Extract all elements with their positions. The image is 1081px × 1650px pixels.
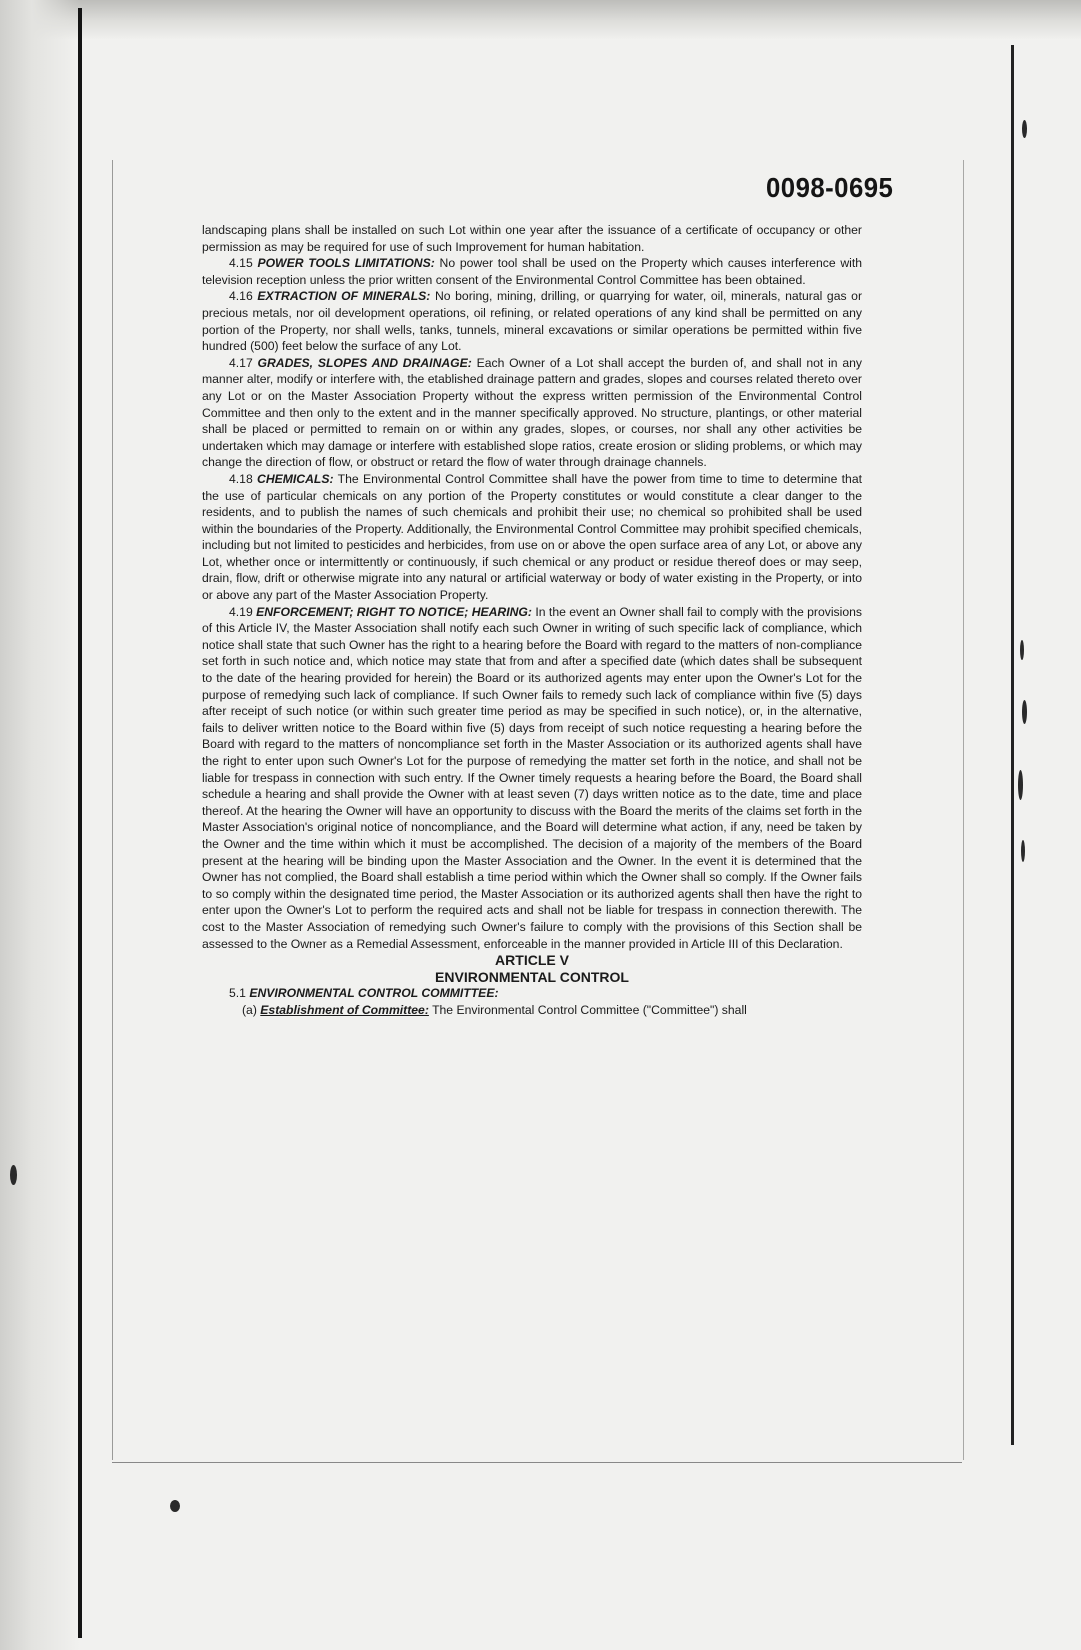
scan-mark bbox=[1021, 840, 1025, 862]
section-text: Each Owner of a Lot shall accept the burden of, and shall not in any manner alter, modify or interfere with, the etablished drainage pattern and grades, slopes and courses related thereto over any Lot or on the Master Association Property without the express written permission of the Environmental Control Committee and then only to the extent and in the manner specifically approved. No structure, plantings, or other material shall be placed or permitted to remain on or within any grades, slopes, or courses, nor shall any other activities be undertaken which may damage or interfere with established slope ratios, create erosion or sliding problems, or which may change the direction of flow, or obstruct or retard the flow of water through drainage channels. bbox=[202, 355, 863, 470]
section-4-19 bbox=[202, 604, 862, 952]
section-number: 4.15 bbox=[229, 256, 258, 271]
scan-shadow-left bbox=[0, 0, 80, 1650]
subsection-a bbox=[202, 1002, 862, 1019]
section-number: 4.18 bbox=[229, 471, 258, 486]
document-body bbox=[202, 222, 862, 1019]
page-edge-bottom bbox=[112, 1462, 962, 1463]
section-4-16 bbox=[202, 288, 862, 354]
section-heading: ENVIRONMENTAL CONTROL COMMITTEE: bbox=[249, 986, 499, 1001]
subsection-text: The Environmental Control Committee ("Committee") shall bbox=[428, 1002, 747, 1017]
page-edge-left bbox=[112, 160, 113, 1460]
scan-mark bbox=[1022, 120, 1027, 138]
section-text: The Environmental Control Committee shall have the power from time to time to determine that the use of particular chemicals on any portion of the Property constitutes or would constitute a clear danger to the residents, and to publish the names of such chemicals and prohibit their use; no chemical so prohibited shall be used within the boundaries of the Property. Additionally, the Environmental Control Committee may prohibit specified chemicals, including but not limited to pesticides and herbicides, from use on or above the open surface area of any Lot, or above any Lot, whether once or intermittently or continuously, if such chemical or any product or residue thereof does or may seep, drain, flow, drift or otherwise migrate into any natural or artificial waterway or body of water existing in the Property, or into or above any part of the Master Association Property. bbox=[202, 471, 862, 603]
article-number: ARTICLE V bbox=[495, 952, 569, 969]
section-number: 4.16 bbox=[229, 289, 258, 304]
section-text: No boring, mining, drilling, or quarrying for water, oil, minerals, natural gas or precious metals, nor oil development operations, oil refining, or related operations of any kind shall be permitted on any portion of the Property, nor shall wells, tanks, tunnels, mineral excavations or similar operations be permitted within five hundred (500) feet below the surface of any Lot. bbox=[202, 289, 863, 354]
section-heading: EXTRACTION OF MINERALS: bbox=[257, 289, 431, 304]
scan-mark bbox=[1022, 700, 1027, 724]
binder-edge-left bbox=[78, 8, 82, 1638]
section-text: In the event an Owner shall fail to comply with the provisions of this Article IV, the Master Association shall notify each such Owner in writing of such specific lack of compliance, which notice shall state that such Owner has the right to a hearing before the Board with regard to the matters of non-compliance set forth in such notice and, which notice may state that from and after a specified date (which dates shall be subsequent to the date of the hearing provided for herein) the Board or its authorized agents may enter upon the Owner's Lot for the purpose of remedying such lack of compliance. If such Owner fails to remedy such lack of compliance within five (5) days after receipt of such notice (or within such greater time period as may be specified in such notice), or, in the alternative, fails to deliver written notice to the Board within five (5) days from receipt of such notice requesting a hearing before the Board with regard to the matters of noncompliance set forth in the Master Association or its authorized agents shall have the right to enter upon such Owner's Lot for the purpose of remedying the matter set forth in the notice, and shall not be liable for trespass in connection with such entry. If the Owner timely requests a hearing before the Board, the Board shall schedule a hearing and shall provide the Owner with at least seven (7) days written notice as to the date, time and place thereof. At the hearing the Owner will have an opportunity to discuss with the Board the merits of the claims set forth in the Master Association's original notice of noncompliance, and the Board will determine what action, if any, need be taken by the Owner and the time within which it must be accomplished. The decision of a majority of the members of the Board present at the hearing will be binding upon the Master Association and the Owner. In the event it is determined that the Owner has not complied, the Board shall establish a time period within which the Owner shall so comply. If the Owner fails to so comply within the designated time period, the Master Association or its authorized agents shall then have the right to enter upon the Owner's Lot to perform the required acts and shall not be liable for trespass in connection therewith. The cost to the Master Association of remedying such Owner's failure to comply with the provisions of this Section shall be assessed to the Owner as a Remedial Assessment, enforceable in the manner provided in Article III of this Declaration. bbox=[202, 604, 863, 951]
binder-edge-right bbox=[1011, 45, 1014, 1445]
document-number: 0098-0695 bbox=[766, 172, 894, 203]
section-4-18 bbox=[202, 471, 862, 604]
section-number: 4.17 bbox=[229, 355, 258, 370]
article-title: ENVIRONMENTAL CONTROL bbox=[435, 968, 629, 985]
subsection-heading: Establishment of Committee: bbox=[260, 1002, 429, 1017]
section-text: No power tool shall be used on the Property which causes interference with television reception unless the prior written consent of the Environmental Control Committee has been obtained. bbox=[202, 256, 862, 287]
scan-mark bbox=[1018, 770, 1023, 800]
section-4-15 bbox=[202, 255, 862, 288]
paragraph-continuation: landscaping plans shall be installed on such Lot within one year after the issuance of a certificate of occupancy or other permission as may be required for use of such Improvement for human habitation. bbox=[202, 223, 862, 254]
subsection-label: (a) bbox=[242, 1002, 261, 1017]
scan-mark bbox=[170, 1500, 180, 1512]
scan-mark bbox=[1020, 640, 1024, 660]
page-edge-right bbox=[963, 160, 964, 1460]
section-heading: POWER TOOLS LIMITATIONS: bbox=[257, 256, 435, 271]
section-number: 5.1 bbox=[229, 986, 250, 1001]
section-4-17 bbox=[202, 355, 862, 471]
section-number: 4.19 bbox=[229, 604, 257, 619]
section-heading: CHEMICALS: bbox=[257, 471, 334, 486]
scan-shadow-top bbox=[0, 0, 1081, 40]
section-heading: GRADES, SLOPES AND DRAINAGE: bbox=[257, 355, 472, 370]
section-heading: ENFORCEMENT; RIGHT TO NOTICE; HEARING: bbox=[256, 604, 532, 619]
scan-mark bbox=[10, 1165, 17, 1185]
section-5-1 bbox=[202, 985, 862, 1002]
